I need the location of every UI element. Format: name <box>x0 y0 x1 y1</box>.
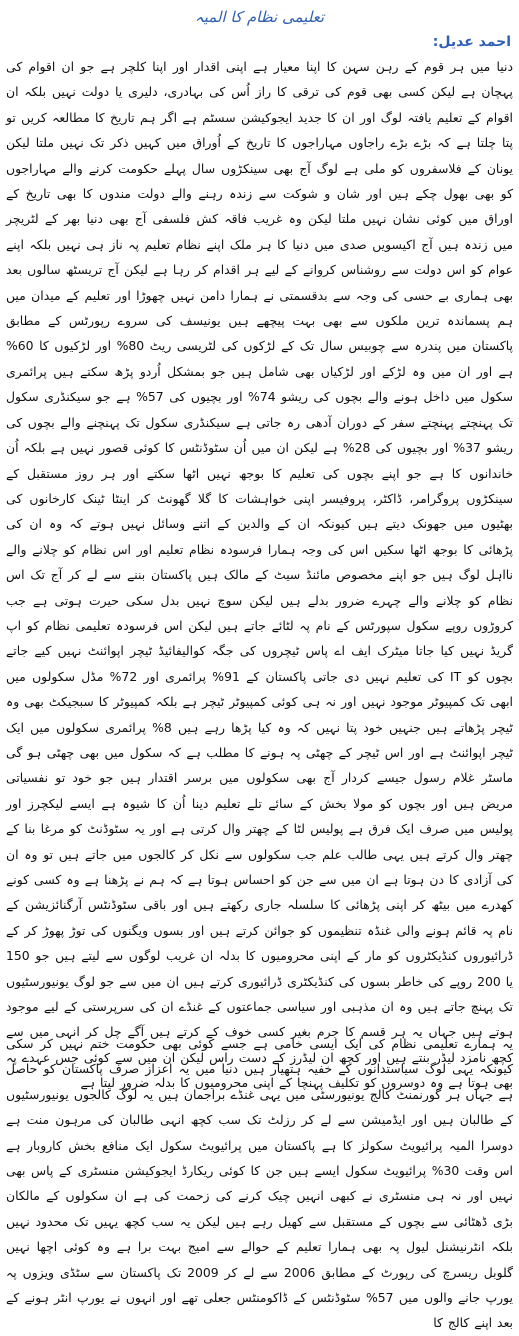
article-paragraph-1: دنیا میں ہر قوم کے رہن سہن کا اپنا معیار ہے اپنی اقدار اور اپنا کلچر ہے جو ان اقوام کی پہچان ہے لیکن کسی بھی قوم کی ترقی کا راز اُس کی بہادری، دلیری یا دولت نہیں بلکہ ان اقوام کے تعلیم یافتہ لوگ اور ان کا جدید ایجوکیشن سسٹم ہے اگر ہم تاریخ کا مطالعہ کریں تو پتا چلتا ہے کہ بڑے بڑے راجاوں مہاراجوں کا تاریخ کے اُوراق میں کہیں ذکر تک نہیں ملتا لیکن یونان کے فلاسفروں کو ملی ہے لوگ آج بھی سینکڑوں سال پہلے حکومت کرنے والے مہاراجوں کو بھی بھول چکے ہیں اور شان و شوکت سے زندہ رہنے والے دولت مندوں کا بھی تاریخ کے اوراق میں کوئی نشان نہیں ملتا لیکن وہ غریب فاقہ کش فلسفی آج بھی دنیا بھر کے لٹریچر میں زندہ ہیں آج اکیسویں صدی میں دنیا کا ہر ملک اپنے نظام تعلیم پہ ناز ہی نہیں بلکہ اپنے عوام کو اس دولت سے روشناس کروانے کے لیے ہر اقدام کر رہا ہے لیکن آج تریسٹھ سالوں بعد بھی ہماری بے حسی کی وجہ سے بدقسمتی نے ہمارا دامن نہیں چھوڑا اور تعلیم کے میدان میں ہم پسماندہ ترین ملکوں سے بھی بہت پیچھے ہیں یونیسف کی سروے رپورٹس کے مطابق پاکستان میں پندرہ سے چوبیس سال تک کے لڑکوں کی لٹریسی ریٹ 80% اور لڑکیوں کا 60% ہے اور ان میں وہ لڑکے اور لڑکیاں بھی شامل ہیں جو بمشکل اُردو پڑھ سکتے ہیں پرائمری سکول میں داخل ہونے والے بچوں کی ریشو 74% اور بچیوں کی 57% ہے جو سیکنڈری سکول تک پہنچتے پہنچتے سفر کے دوران آدھی رہ جاتی ہے سیکنڈری سکول تک پہنچنے والے بچوں کی ریشو 37% اور بچیوں کی 28% ہے لیکن ان میں اُن سٹوڈنٹس کا کوئی قصور نہیں ہے بلکہ اُن خاندانوں کا ہے جو اپنے بچوں کی تعلیم کا بوجھ نہیں اٹھا سکتے اور ہر روز مستقبل کے سینکڑوں پروگرامر، ڈاکٹر، پروفیسر اپنی خواہشات کا گلا گھونٹ کر اینٹا ٹینک کارخانوں کی بھٹیوں میں جھونک دیتے ہیں کیونکہ ان کے والدین کے اتنے وسائل نہیں ہوتے کہ وہ ان کی پڑھائی کا بوجھ اٹھا سکیں اس کی وجہ ہمارا فرسودہ نظام تعلیم اور اس نظام کو چلانے والے نااہل لوگ ہیں جو اپنے مخصوص مائنڈ سیٹ کے مالک ہیں پاکستان بننے سے لے کر آج تک اس نظام کو چلانے والے چہرے ضرور بدلے ہیں لیکن سوچ نہیں بدل سکی حیرت ہوتی ہے جب کروڑوں روپے سکول سپورٹس کے نام پہ لٹائے جاتے ہیں لیکن اس فرسودہ تعلیمی نظام کو اپ گریڈ نہیں کیا جاتا میٹرک ایف اے پاس ٹیچروں کی جگہ کوالیفائیڈ ٹیچر اپوائنٹ نہیں کیے جاتے بچوں کو IT کی تعلیم نہیں دی جاتی پاکستان کے 91% پرائمری اور 72% مڈل سکولوں میں ابھی تک کمپیوٹر موجود نہیں اور نہ ہی کوئی کمپیوٹر ٹیچر ہے بلکہ کمپیوٹر کا سبجیکٹ بھی وہ ٹیچر پڑھاتے ہیں جنہیں خود پتا نہیں کہ وہ کیا پڑھا رہے ہیں 8% پرائمری سکولوں میں ایک ٹیچر اپوائنٹ ہے اور اس ٹیچر کے چھٹی پہ ہونے کا مطلب ہے کہ سکول میں بھی چھٹی ہو گی ماسٹر غلام رسول جیسے کردار آج بھی سکولوں میں برسر اقتدار ہیں جو خود تو نفسیاتی مریض ہیں اور بچوں کو مولا بخش کے سائے تلے تعلیم دینا اُن کا شیوہ ہے ایسے لیکچرز اور پولیس میں صرف ایک فرق ہے پولیس لٹا کے چھتر وال کرتی ہے اور یہ سٹوڈنٹ کو مرغا بنا کے چھتر وال کرتے ہیں یہی طالب علم جب سکولوں سے نکل کر کالجوں میں جاتے ہیں تو وہ ان کی آزادی کا دن ہوتا ہے ان میں سے جن کو احساس ہوتا ہے کہ ہم نے پڑھنا ہے وہ کسی کونے کھدرے میں بیٹھ کر اپنی پڑھائی کا سلسلہ جاری رکھتے ہیں اور باقی سٹوڈنٹس آرگنائزیشن کے نام پہ قائم ہونے والی غنڈہ تنظیموں کو جوائن کرتے ہیں اور بسوں ویگنوں کی توڑ پھوڑ کر کے ڈرائیوروں کنڈیکٹروں کو مار کے اپنی محرومیوں کا بدلہ ان غریب لوگوں سے لیتے ہیں جو 150 یا 200 روپے کی خاطر بسوں کی کنڈیکٹری ڈرائیوری کرتے ہیں ان میں سے جو لوگ یونیورسٹیوں تک پہنچ جاتے ہیں وہ ان مذہبی اور سیاسی جماعتوں کے غنڈے ان کی سرپرستی کے لیے موجود ہوتے ہیں جہاں یہ ہر قسم کا جرم بغیر کسی خوف کے کرتے ہیں آگے چل کر انہی میں سے کچھ نامزد لیڈر بنتے ہیں اور کچھ ان لیڈرز کے دست راس لیکن ان میں سے کوئی جس عہدے پہ بھی ہوتا ہے وہ دوسروں کو تکلیف پہنچا کے اپنی محرومیوں کا بدلہ ضرور لیتا ہے <box>6 59 513 1091</box>
author-byline: احمد عدیل: <box>432 34 511 50</box>
article-paragraph-2: یہ ہمارے تعلیمی نظام کی ایک ایسی خامی ہے جسے کوئی بھی حکومت ختم نہیں کر سکی کیونکہ یہی لوگ سیاستدانوں کے خفیہ ہتھیار ہیں دنیا میں یہ اعزاز صرف پاکستان کو حاصل ہے جہاں ہر گورنمنٹ کالج یونیورسٹی میں یہی غنڈے براجمان ہیں یہ لوگ کالجوں یونیورسٹیوں کے طالبان ہیں اور ایڈمیشن سے لے کر رزلٹ تک سب کچھ انہی طالبان کی مرہون منت ہے دوسرا المیہ پرائیویٹ سکولز کا ہے پاکستان میں پرائیویٹ سکول ایک منافع بخش کاروبار ہے اس وقت 30% پرائیویٹ سکول ایسے ہیں جن کا کوئی ریکارڈ ایجوکیشن منسٹری کے پاس بھی نہیں اور نہ ہی منسٹری نے کبھی انہیں چیک کرنے کی زحمت کی ہے ان سکولوں کے مالکان بڑی ڈھٹائی سے بچوں کے مستقبل سے کھیل رہے ہیں لیکن یہ سب کچھ یہیں تک محدود نہیں بلکہ انٹرنیشنل لیول پہ بھی ہمارا تعلیم کے حوالے سے امیج بہت برا ہے وہ کوئی اچھا نہیں گلوبل ریسرچ کی رپورٹ کے مطابق 2006 سے لے کر 2009 تک پاکستان سے سٹڈی ویزوں پہ یورپ جانے والوں میں 57% سٹوڈنٹس کے ڈاکومنٹس جعلی تھے اور انہوں نے یورپ انٹر ہونے کے بعد اپنے کالج کا <box>6 1036 513 1331</box>
article-title: تعلیمی نظام کا المیہ <box>194 8 325 26</box>
